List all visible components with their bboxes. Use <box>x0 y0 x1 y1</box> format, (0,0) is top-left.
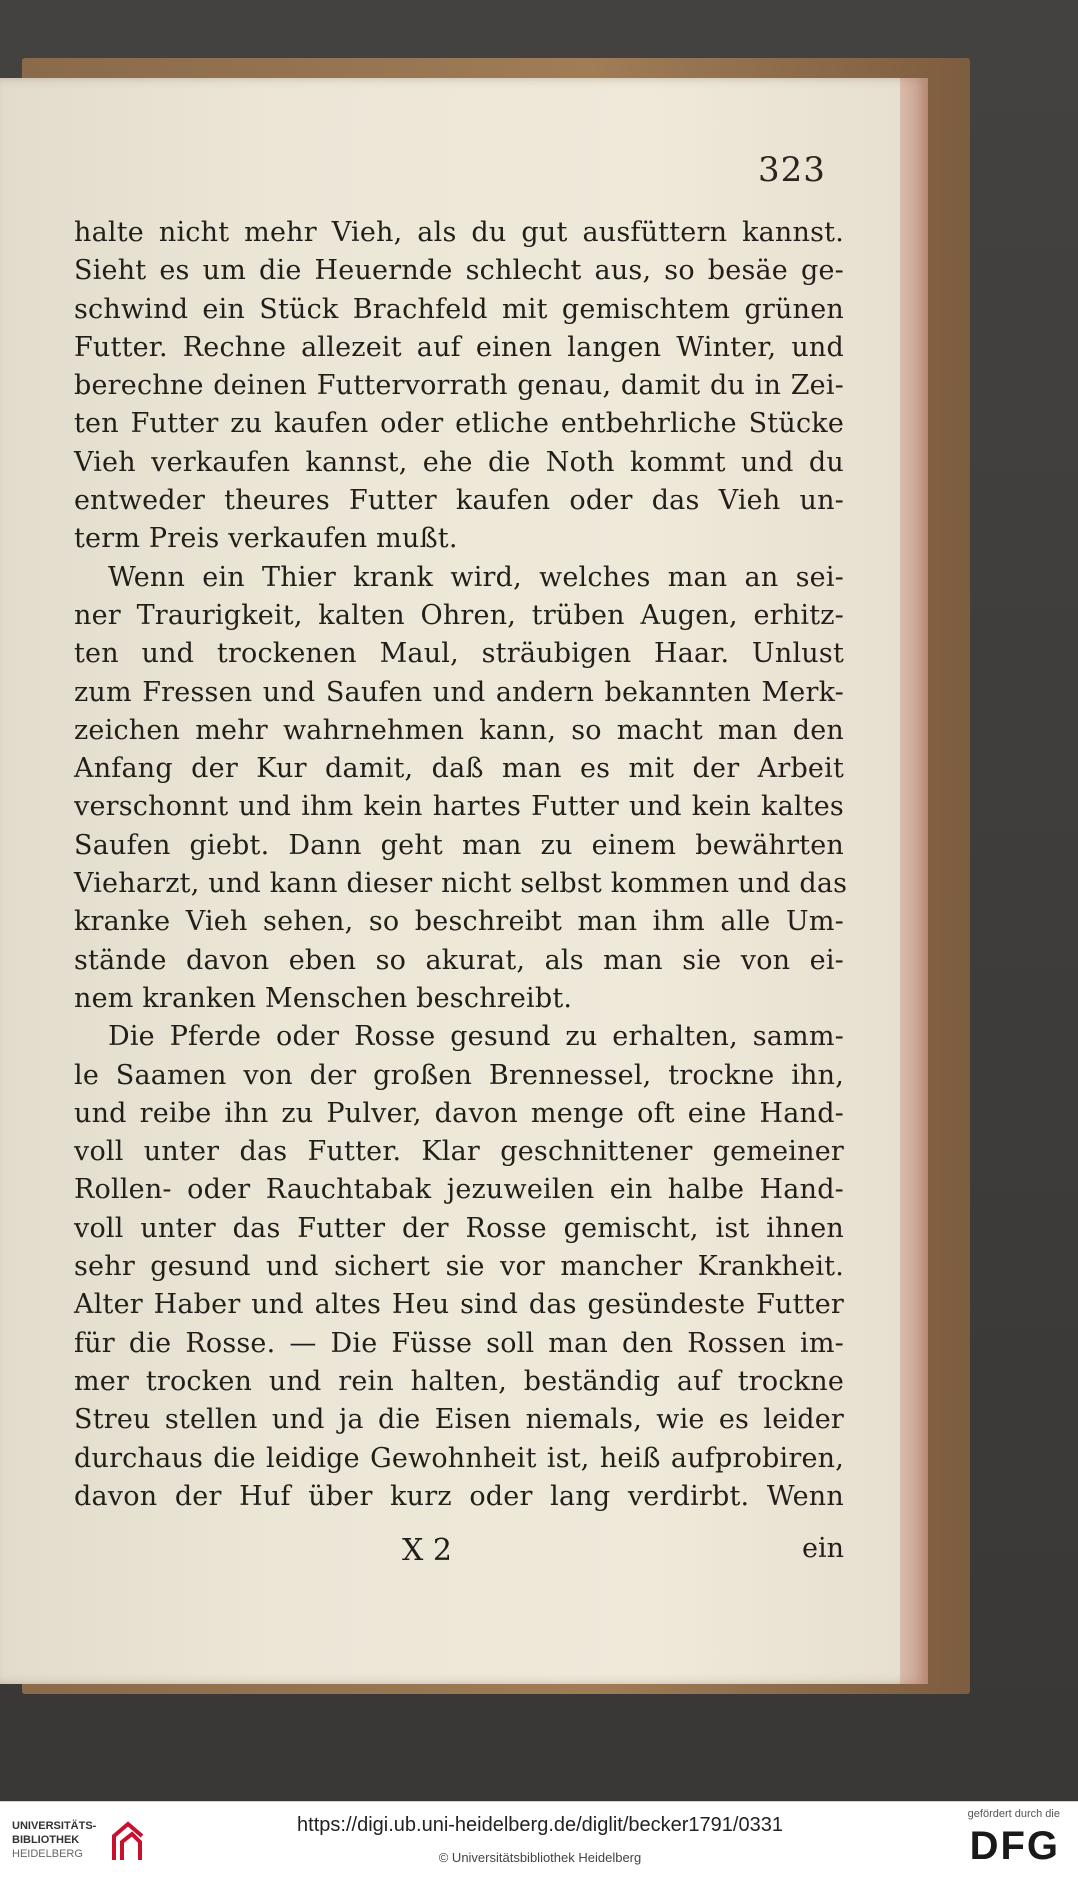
text-line: stände davon eben so akurat, als man sie von ei- <box>74 944 844 976</box>
text-line: sehr gesund und sichert sie vor mancher Krankheit. <box>74 1251 844 1283</box>
text-line: Futter. Rechne allezeit auf einen langen Winter, und <box>74 331 844 363</box>
text-line: halte nicht mehr Vieh, als du gut ausfüttern kannst. <box>74 217 844 248</box>
text-line: kranke Vieh sehen, so beschreibt man ihm alle Um- <box>74 906 844 938</box>
page-edge <box>900 78 928 1684</box>
text-line: durchaus die leidige Gewohnheit ist, heiß aufprobiren, <box>74 1442 844 1474</box>
page-text <box>74 214 848 1516</box>
text-line: zum Fressen und Saufen und andern bekannten Merk- <box>74 676 844 708</box>
text-line: Saufen giebt. Dann geht man zu einem bewährten <box>74 829 844 861</box>
permalink-url[interactable]: https://digi.ub.uni-heidelberg.de/diglit/becker1791/0331 <box>297 1814 783 1836</box>
text-line: entweder theures Futter kaufen oder das Vieh un- <box>74 485 844 517</box>
text-line: voll unter das Futter der Rosse gemischt, ist ihnen <box>74 1212 844 1244</box>
text-line: Wenn ein Thier krank wird, welches man an sei- <box>108 561 844 593</box>
text-line: für die Rosse. — Die Füsse soll man den Rossen im- <box>74 1327 844 1359</box>
logo-line: BIBLIOTHEK <box>12 1834 80 1846</box>
text-line: nem kranken Menschen beschreibt. <box>74 982 573 1014</box>
text-line: Streu stellen und ja die Eisen niemals, wie es leider <box>74 1404 844 1436</box>
logo-line: HEIDELBERG <box>12 1848 83 1860</box>
signature-mark: X 2 <box>402 1533 452 1568</box>
text-line: term Preis verkaufen mußt. <box>74 523 458 555</box>
ub-logo[interactable] <box>12 1819 107 1861</box>
text-line: Anfang der Kur damit, daß man es mit der Arbeit <box>74 753 844 785</box>
ub-logo-mark-icon <box>108 1816 148 1866</box>
text-line: ten Futter zu kaufen oder etliche entbehrliche Stücke <box>74 408 844 440</box>
dfg-logo[interactable]: DFG <box>969 1824 1060 1868</box>
text-line: verschonnt und ihm kein hartes Futter und kein kaltes <box>74 791 844 823</box>
text-line: davon der Huf über kurz oder lang verdirbt. Wenn <box>74 1480 844 1512</box>
text-line: Alter Haber und altes Heu sind das gesündeste Futter <box>74 1289 844 1321</box>
page-footer-marks <box>74 1533 844 1573</box>
text-line: ner Traurigkeit, kalten Ohren, trüben Augen, erhitz- <box>74 599 844 631</box>
logo-line: UNIVERSITÄTS- <box>12 1820 97 1832</box>
text-line: zeichen mehr wahrnehmen kann, so macht man den <box>74 714 844 746</box>
funding-note: gefördert durch die <box>967 1808 1060 1820</box>
text-line: Vieharzt, und kann dieser nicht selbst kommen und das <box>74 868 848 900</box>
copyright-notice: © Universitätsbibliothek Heidelberg <box>438 1850 642 1865</box>
text-line: und reibe ihn zu Pulver, davon menge oft eine Hand- <box>74 1097 844 1129</box>
text-line: voll unter das Futter. Klar geschnittener gemeiner <box>74 1136 844 1168</box>
text-line: Die Pferde oder Rosse gesund zu erhalten, samm- <box>108 1021 844 1053</box>
text-line: schwind ein Stück Brachfeld mit gemischtem grünen <box>74 293 844 325</box>
page-number: 323 <box>758 150 826 190</box>
catchword: ein <box>801 1533 844 1564</box>
text-line: Rollen- oder Rauchtabak jezuweilen ein halbe Hand- <box>74 1174 844 1206</box>
text-line: ten und trockenen Maul, sträubigen Haar. Unlust <box>74 638 844 670</box>
text-line: berechne deinen Futtervorrath genau, damit du in Zei- <box>74 370 844 402</box>
text-line: le Saamen von der großen Brennessel, trockne ihn, <box>74 1059 844 1091</box>
text-line: Sieht es um die Heuernde schlecht aus, so besäe ge- <box>74 255 844 287</box>
text-line: Vieh verkaufen kannst, ehe die Noth kommt und du <box>74 446 844 478</box>
text-line: mer trocken und rein halten, beständig auf trockne <box>74 1365 844 1397</box>
viewer-footer <box>0 1801 1078 1880</box>
